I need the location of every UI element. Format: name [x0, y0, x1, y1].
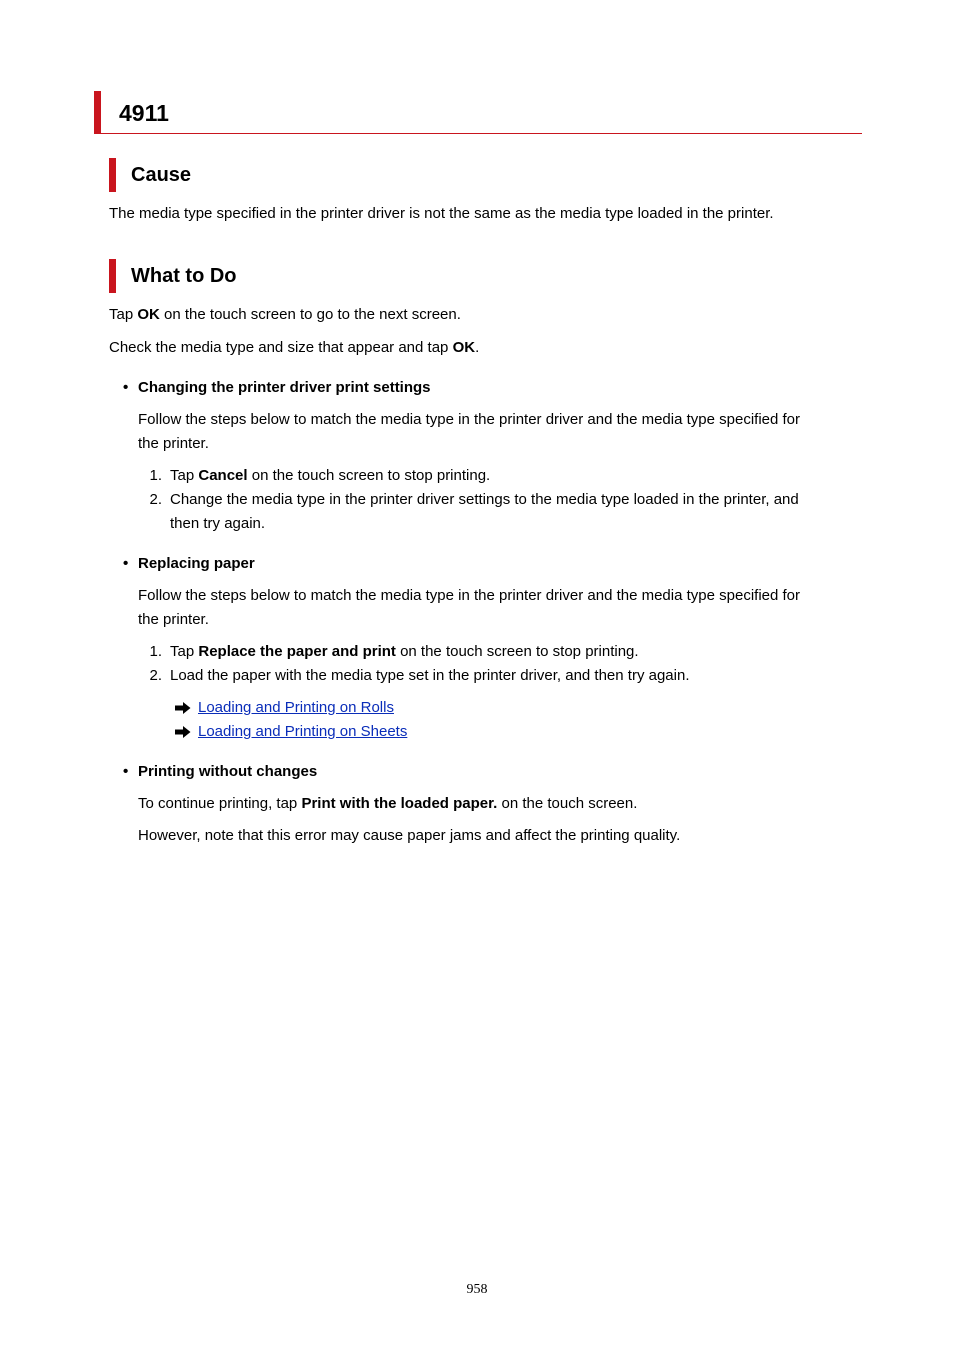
what-to-do-paragraph-1: [109, 303, 461, 327]
text-run: To continue printing, tap: [138, 795, 302, 812]
step-text: [170, 640, 639, 664]
cause-heading: Cause: [131, 164, 192, 186]
replace-paper-label: Replace the paper and print: [198, 643, 396, 660]
section-intro-line: Follow the steps below to match the media type in the printer driver and the media type specified for: [138, 587, 801, 604]
bullet-icon: •: [123, 379, 129, 396]
what-to-do-accent-bar: [109, 259, 116, 293]
section-heading-printing-without-changes: Printing without changes: [138, 763, 318, 780]
step-text-continued: then try again.: [170, 515, 266, 532]
ok-label: OK: [137, 306, 160, 323]
section-intro-line: the printer.: [138, 435, 209, 452]
arrow-right-icon: [174, 701, 192, 715]
bullet-icon: •: [123, 555, 129, 572]
section-heading-replacing-paper: Replacing paper: [138, 555, 255, 572]
page-number: 958: [466, 1282, 488, 1297]
what-to-do-heading: What to Do: [131, 265, 237, 287]
text-run: Check the media type and size that appear and tap: [109, 339, 453, 356]
step-text: [170, 464, 490, 488]
cancel-label: Cancel: [198, 467, 248, 484]
step-number: 2.: [149, 491, 162, 508]
step-number: 1.: [149, 643, 162, 660]
page-title: 4911: [119, 100, 169, 126]
text-run: Tap: [170, 467, 199, 484]
step-text: Change the media type in the printer driver settings to the media type loaded in the printer, and: [170, 491, 799, 508]
cause-text: The media type specified in the printer driver is not the same as the media type loaded in the printer.: [109, 205, 774, 222]
text-run: .: [475, 339, 480, 356]
section-intro-line: the printer.: [138, 611, 209, 628]
print-loaded-paper-label: Print with the loaded paper.: [301, 795, 498, 812]
section-paragraph: [138, 792, 637, 816]
link-loading-rolls[interactable]: Loading and Printing on Rolls: [198, 699, 394, 716]
text-run: on the touch screen to go to the next screen.: [159, 306, 461, 323]
step-text: Load the paper with the media type set in the printer driver, and then try again.: [170, 667, 690, 684]
link-loading-sheets[interactable]: Loading and Printing on Sheets: [198, 723, 408, 740]
page-title-block: [94, 91, 862, 134]
cause-accent-bar: [109, 158, 116, 192]
text-run: on the touch screen to stop printing.: [247, 467, 491, 484]
text-run: Tap: [170, 643, 199, 660]
text-run: Tap: [109, 306, 138, 323]
what-to-do-paragraph-2: [109, 336, 479, 360]
text-run: on the touch screen.: [497, 795, 638, 812]
section-intro-line: Follow the steps below to match the media type in the printer driver and the media type specified for: [138, 411, 801, 428]
ok-label: OK: [452, 339, 476, 356]
step-number: 2.: [149, 667, 162, 684]
section-paragraph: However, note that this error may cause paper jams and affect the printing quality.: [138, 827, 681, 844]
step-number: 1.: [149, 467, 162, 484]
title-accent-bar: [94, 91, 101, 133]
section-heading-driver-settings: Changing the printer driver print settings: [138, 379, 431, 396]
text-run: on the touch screen to stop printing.: [395, 643, 639, 660]
arrow-right-icon: [174, 725, 192, 739]
bullet-icon: •: [123, 763, 129, 780]
